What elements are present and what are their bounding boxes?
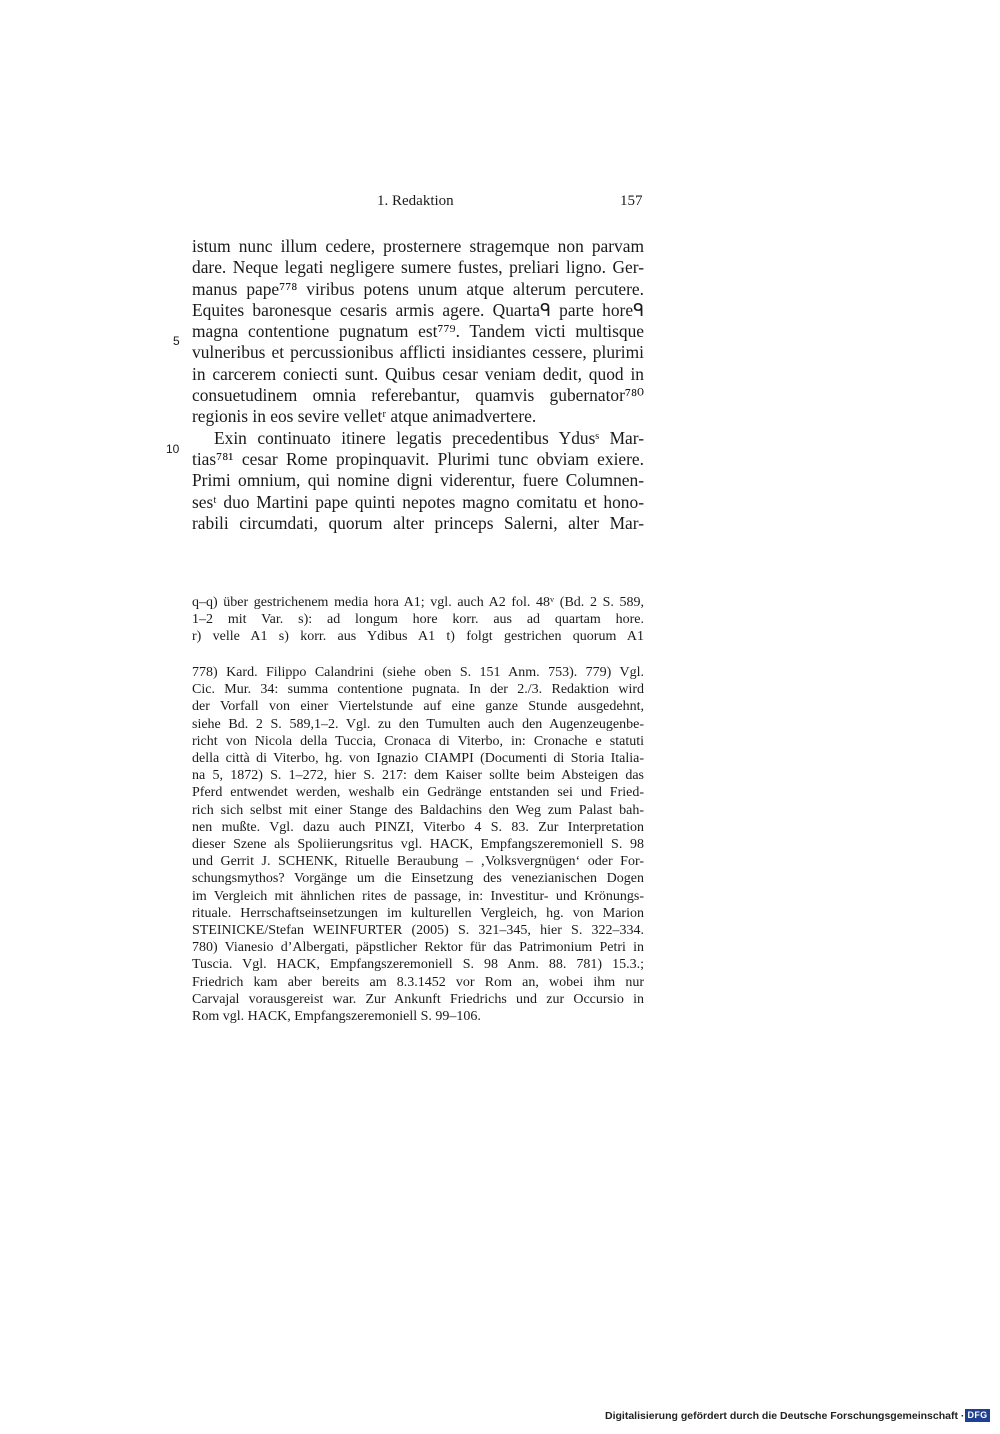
main-line: vulneribus et percussionibus afflicti insidiantes cessere, plurimi [192, 342, 644, 363]
main-line: Equites baronesque cesaris armis agere. Quartaᑫ parte horeᑫ [192, 299, 644, 320]
main-line: manus pape⁷⁷⁸ viribus potens unum atque alterum percutere. [192, 278, 644, 299]
critical-apparatus [192, 594, 644, 646]
running-title: 1. Redaktion [377, 193, 454, 209]
footnote-line: und Gerrit J. SCHENK, Rituelle Beraubung – ‚Volksvergnügen‘ oder For- [192, 854, 644, 870]
apparatus-line: 1–2 mit Var. s): ad longum hore korr. aus ad quartam hore. [192, 612, 644, 628]
main-line: dare. Neque legati negligere sumere fustes, preliari ligno. Ger- [192, 257, 644, 278]
main-line: Exin continuato itinere legatis precedentibus Ydusˢ Mar- [214, 427, 644, 448]
footnote-line: Carvajal vorausgereist war. Zur Ankunft Friedrichs und zur Occursio in [192, 991, 644, 1007]
main-line: Primi omnium, qui nomine digni viderentur, fuere Columnen- [192, 470, 644, 491]
footnote-line: richt von Nicola della Tuccia, Cronaca di Viterbo, in: Cronache e statuti [192, 733, 644, 749]
footnote-line: 778) Kard. Filippo Calandrini (siehe oben S. 151 Anm. 753). 779) Vgl. [192, 665, 644, 680]
funding-credit: Digitalisierung gefördert durch die Deutsche Forschungsgemeinschaft · [605, 1410, 965, 1422]
footnote-line: rituale. Herrschaftseinsetzungen im kulturellen Vergleich, hg. von Marion [192, 905, 644, 921]
footnote-line: na 5, 1872) S. 1–272, hier S. 217: dem Kaiser sollte beim Absteigen das [192, 768, 644, 784]
main-line: istum nunc illum cedere, prosternere stragemque non parvam [192, 236, 644, 256]
footnote-line: Tuscia. Vgl. HACK, Empfangszeremoniell S. 98 Anm. 88. 781) 15.3.; [192, 957, 644, 973]
main-line: rabili circumdati, quorum alter princeps Salerni, alter Mar- [192, 512, 644, 533]
footnote-line: Rom vgl. HACK, Empfangszeremoniell S. 99–106. [192, 1009, 481, 1025]
main-line: in carcerem coniecti sunt. Quibus cesar veniam dedit, quod in [192, 363, 644, 384]
footnote-line: 780) Vianesio d’Albergati, päpstlicher Rektor für das Patrimonium Petri in [192, 940, 644, 956]
main-line: sesᵗ duo Martini pape quinti nepotes magno comitatu et hono- [192, 491, 644, 512]
footnote-line: nen mußte. Vgl. dazu auch PINZI, Viterbo 4 S. 83. Zur Interpretation [192, 819, 644, 835]
main-text [192, 236, 644, 534]
line-number-5: 5 [173, 334, 180, 348]
footnote-line: im Vergleich mit ähnlichen rites de passage, in: Investitur- und Krönungs- [192, 888, 644, 904]
footnote-line: siehe Bd. 2 S. 589,1–2. Vgl. zu den Tumulten auch den Augenzeugenbe- [192, 716, 644, 732]
line-number-10: 10 [166, 442, 180, 456]
footnote-line: STEINICKE/Stefan WEINFURTER (2005) S. 321–345, hier S. 322–334. [192, 923, 644, 939]
page-number: 157 [620, 193, 643, 209]
main-line: consuetudinem omnia referebantur, quamvis gubernator⁷⁸⁰ [192, 385, 644, 406]
footnote-line: dieser Szene als Spoliierungsritus vgl. HACK, Empfangszeremoniell S. 98 [192, 837, 644, 853]
footnote-line: schungsmythos? Vorgänge um die Einsetzung des venezianischen Dogen [192, 871, 644, 887]
dfg-logo: DFG [965, 1409, 990, 1422]
footnote-line: der Vorfall von einer Viertelstunde auf eine ganze Stunde ausgedehnt, [192, 699, 644, 715]
footnote-line: rich sich selbst mit einer Stange des Baldachins den Weg zum Palast bah- [192, 802, 644, 818]
footnote-line: Friedrich kam aber bereits am 8.3.1452 vor Rom an, wobei ihm nur [192, 974, 644, 990]
footnote-line: Pferd entwendet werden, weshalb ein Gedränge entstanden sei und Fried- [192, 785, 644, 801]
footnote-line: della città di Viterbo, hg. von Ignazio CIAMPI (Documenti di Storia Italia- [192, 751, 644, 767]
apparatus-line: r) velle A1 s) korr. aus Ydibus A1 t) folgt gestrichen quorum A1 [192, 629, 644, 645]
main-line: tias⁷⁸¹ cesar Rome propinquavit. Plurimi tunc obviam exiere. [192, 448, 644, 469]
apparatus-line: q–q) über gestrichenem media hora A1; vgl. auch A2 fol. 48ᵛ (Bd. 2 S. 589, [192, 595, 644, 610]
main-line: magna contentione pugnatum est⁷⁷⁹. Tandem victi multisque [192, 321, 644, 342]
main-line: regionis in eos sevire velletʳ atque animadvertere. [192, 406, 537, 427]
footnote-line: Cic. Mur. 34: summa contentione pugnata. In der 2./3. Redaktion wird [192, 682, 644, 698]
footnotes [192, 664, 644, 1025]
